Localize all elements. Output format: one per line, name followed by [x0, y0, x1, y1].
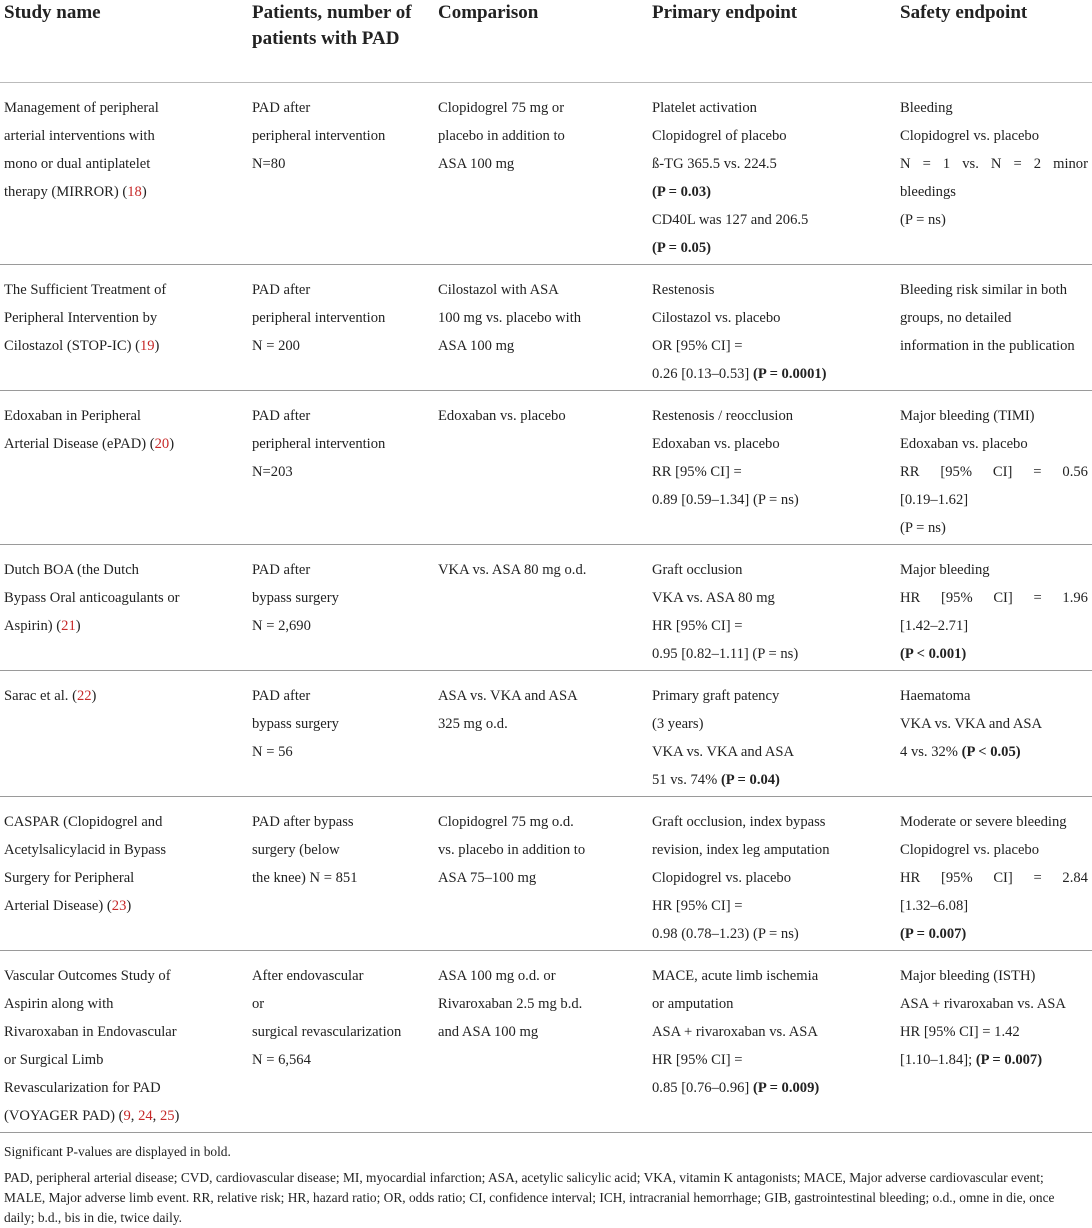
- reference-link[interactable]: 19: [139, 338, 155, 354]
- table-row: [0, 545, 1092, 671]
- comparison-cell: VKA vs. ASA 80 mg o.d.: [434, 545, 648, 671]
- study-name-cell: CASPAR (Clopidogrel and Acetylsalicylacid in Bypass Surgery for Peripheral Arterial Disease) (23): [0, 797, 248, 951]
- study-name-cell: Vascular Outcomes Study of Aspirin along with Rivaroxaban in Endovascular or Surgical Limb Revascularization for PAD (VOYAGER PAD) (9, 24, 25): [0, 951, 248, 1133]
- header-safety-endpoint: Safety endpoint: [896, 0, 1092, 83]
- table-row: [0, 265, 1092, 391]
- comparison-cell: ASA 100 mg o.d. or Rivaroxaban 2.5 mg b.d. and ASA 100 mg: [434, 951, 648, 1133]
- primary-endpoint-cell: Graft occlusion VKA vs. ASA 80 mg HR [95% CI] = 0.95 [0.82–1.11] (P = ns): [648, 545, 896, 671]
- study-name-cell: Edoxaban in Peripheral Arterial Disease (ePAD) (20): [0, 391, 248, 545]
- table-row: [0, 83, 1092, 265]
- patients-cell: After endovascular or surgical revascularization N = 6,564: [248, 951, 434, 1133]
- table-row: [0, 391, 1092, 545]
- reference-link[interactable]: 9: [123, 1108, 131, 1124]
- reference-link[interactable]: 25: [159, 1108, 175, 1124]
- reference-link[interactable]: 22: [76, 688, 92, 704]
- patients-cell: PAD after bypass surgery N = 2,690: [248, 545, 434, 671]
- primary-endpoint-cell: Graft occlusion, index bypass revision, index leg amputation Clopidogrel vs. placebo HR [95% CI] = 0.98 (0.78–1.23) (P = ns): [648, 797, 896, 951]
- comparison-cell: Cilostazol with ASA 100 mg vs. placebo with ASA 100 mg: [434, 265, 648, 391]
- study-name-cell: Dutch BOA (the Dutch Bypass Oral anticoagulants or Aspirin) (21): [0, 545, 248, 671]
- header-primary-endpoint: Primary endpoint: [648, 0, 896, 83]
- safety-endpoint-cell: Moderate or severe bleeding Clopidogrel vs. placebo HR [95% CI] = 2.84 [1.32–6.08] (P = 0.007): [896, 797, 1092, 951]
- patients-cell: PAD after bypass surgery N = 56: [248, 671, 434, 797]
- table-row: [0, 671, 1092, 797]
- safety-endpoint-cell: Major bleeding (ISTH) ASA + rivaroxaban vs. ASA HR [95% CI] = 1.42 [1.10–1.84]; (P = 0.007): [896, 951, 1092, 1133]
- table-row: [0, 797, 1092, 951]
- footnote-significance: Significant P-values are displayed in bold.: [4, 1144, 231, 1159]
- study-name-cell: Management of peripheral arterial interventions with mono or dual antiplatelet therapy (MIRROR) (18): [0, 83, 248, 265]
- reference-link[interactable]: 18: [127, 184, 142, 200]
- reference-link[interactable]: 20: [154, 436, 170, 452]
- primary-endpoint-cell: Restenosis / reocclusion Edoxaban vs. placebo RR [95% CI] = 0.89 [0.59–1.34] (P = ns): [648, 391, 896, 545]
- patients-cell: PAD after peripheral intervention N = 200: [248, 265, 434, 391]
- table-row: [0, 951, 1092, 1133]
- patients-cell: PAD after peripheral intervention N=80: [248, 83, 434, 265]
- footnote-abbreviations: PAD, peripheral arterial disease; CVD, cardiovascular disease; MI, myocardial infarction; ASA, acetylic salicylic acid; VKA, vitamin K antagonists; MACE, Major adverse cardiovascular event; MALE, Major adverse limb event. RR, relative risk; HR, hazard ratio; OR, odds ratio; CI, confidence interval; ICH, intracranial hemorrhage; GIB, gastrointestinal bleeding; o.d., omne in die, once daily; b.d., bis in die, twice daily.: [4, 1170, 1055, 1225]
- comparison-cell: Edoxaban vs. placebo: [434, 391, 648, 545]
- header-comparison: Comparison: [434, 0, 648, 83]
- primary-endpoint-cell: Platelet activation Clopidogrel of placebo ß-TG 365.5 vs. 224.5 (P = 0.03) CD40L was 127 and 206.5 (P = 0.05): [648, 83, 896, 265]
- safety-endpoint-cell: Major bleeding HR [95% CI] = 1.96 [1.42–2.71] (P < 0.001): [896, 545, 1092, 671]
- comparison-cell: ASA vs. VKA and ASA 325 mg o.d.: [434, 671, 648, 797]
- header-study-name: Study name: [0, 0, 248, 83]
- primary-endpoint-cell: MACE, acute limb ischemia or amputation ASA + rivaroxaban vs. ASA HR [95% CI] = 0.85 [0.76–0.96] (P = 0.009): [648, 951, 896, 1133]
- study-name-cell: The Sufficient Treatment of Peripheral Intervention by Cilostazol (STOP-IC) (19): [0, 265, 248, 391]
- safety-endpoint-cell: Major bleeding (TIMI) Edoxaban vs. placebo RR [95% CI] = 0.56 [0.19–1.62] (P = ns): [896, 391, 1092, 545]
- patients-cell: PAD after bypass surgery (below the knee) N = 851: [248, 797, 434, 951]
- primary-endpoint-cell: Primary graft patency (3 years) VKA vs. VKA and ASA 51 vs. 74% (P = 0.04): [648, 671, 896, 797]
- table-footnotes: [0, 1133, 1092, 1228]
- safety-endpoint-cell: Bleeding risk similar in both groups, no detailed information in the publication: [896, 265, 1092, 391]
- header-row: [0, 0, 1092, 83]
- comparison-cell: Clopidogrel 75 mg or placebo in addition to ASA 100 mg: [434, 83, 648, 265]
- reference-link[interactable]: 23: [111, 898, 127, 914]
- header-patients: Patients, number of patients with PAD: [248, 0, 434, 83]
- safety-endpoint-cell: Bleeding Clopidogrel vs. placebo N = 1 vs. N = 2 minor bleedings (P = ns): [896, 83, 1092, 265]
- study-name-cell: Sarac et al. (22): [0, 671, 248, 797]
- reference-link[interactable]: 24: [138, 1108, 153, 1124]
- patients-cell: PAD after peripheral intervention N=203: [248, 391, 434, 545]
- reference-link[interactable]: 21: [61, 618, 76, 634]
- primary-endpoint-cell: Restenosis Cilostazol vs. placebo OR [95% CI] = 0.26 [0.13–0.53] (P = 0.0001): [648, 265, 896, 391]
- comparison-cell: Clopidogrel 75 mg o.d. vs. placebo in addition to ASA 75–100 mg: [434, 797, 648, 951]
- safety-endpoint-cell: Haematoma VKA vs. VKA and ASA 4 vs. 32% (P < 0.05): [896, 671, 1092, 797]
